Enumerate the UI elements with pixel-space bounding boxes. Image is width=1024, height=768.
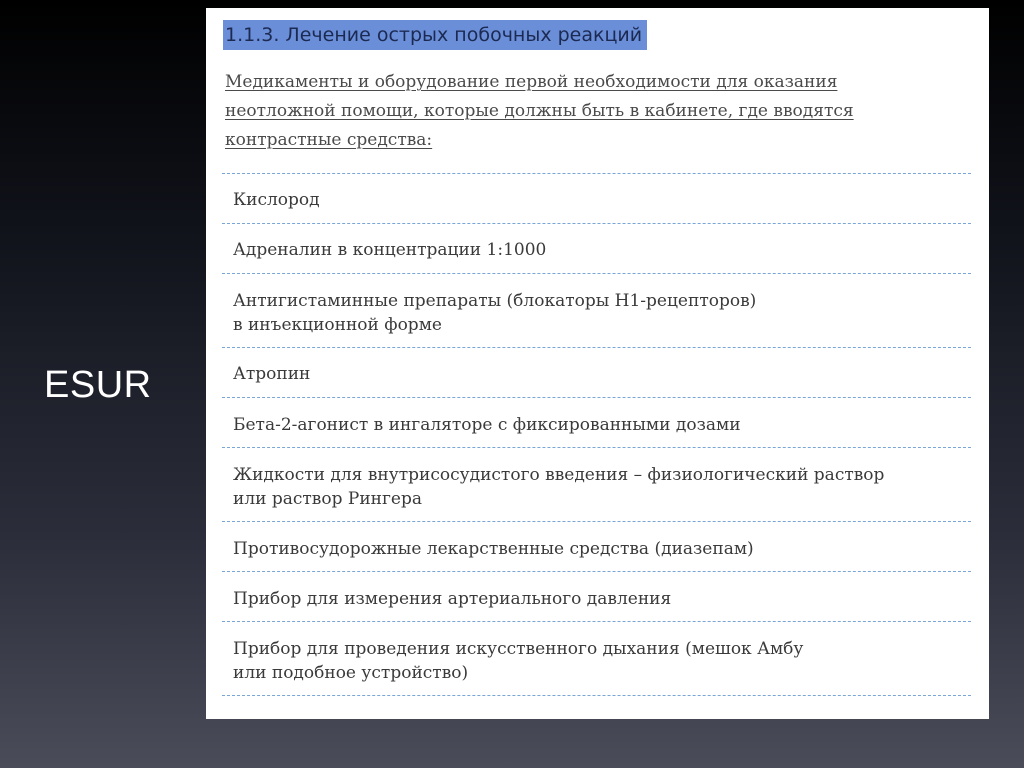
side-label: ESUR [44, 364, 152, 406]
list-item [233, 637, 803, 685]
intro-line: Медикаменты и оборудование первой необходимости для оказания [225, 72, 838, 92]
divider [222, 397, 971, 398]
divider [222, 621, 971, 622]
intro-line: неотложной помощи, которые должны быть в кабинете, где вводятся [225, 101, 854, 121]
list-item-text: Кислород [233, 190, 320, 210]
list-item [233, 463, 884, 511]
list-item-text: Прибор для измерения артериального давления [233, 589, 672, 609]
list-item-text: в инъекционной форме [233, 315, 442, 335]
list-item-text: или подобное устройство) [233, 663, 469, 683]
intro-line: контрастные средства: [225, 130, 433, 150]
list-item-text: Адреналин в концентрации 1:1000 [233, 240, 547, 260]
divider [222, 695, 971, 696]
list-item-text: или раствор Рингера [233, 489, 422, 509]
divider [222, 347, 971, 348]
divider [222, 521, 971, 522]
list-item [233, 537, 754, 561]
list-item [233, 413, 741, 437]
list-item-text: Антигистаминные препараты (блокаторы H1-рецепторов) [233, 291, 757, 311]
divider [222, 447, 971, 448]
list-item [233, 238, 546, 262]
divider [222, 571, 971, 572]
intro-paragraph [225, 68, 945, 155]
document-page [206, 8, 989, 719]
divider [222, 273, 971, 274]
list-item-text: Бета-2-агонист в ингаляторе с фиксированными дозами [233, 415, 741, 435]
list-item-text: Атропин [233, 364, 311, 384]
list-item [233, 362, 310, 386]
list-item [233, 587, 671, 611]
list-item [233, 188, 320, 212]
divider [222, 223, 971, 224]
divider [222, 173, 971, 174]
list-item-text: Прибор для проведения искусственного дыхания (мешок Амбу [233, 639, 804, 659]
list-item-text: Жидкости для внутрисосудистого введения – физиологический раствор [233, 465, 885, 485]
section-title: 1.1.3. Лечение острых побочных реакций [223, 20, 647, 50]
list-item [233, 289, 756, 337]
list-item-text: Противосудорожные лекарственные средства (диазепам) [233, 539, 754, 559]
